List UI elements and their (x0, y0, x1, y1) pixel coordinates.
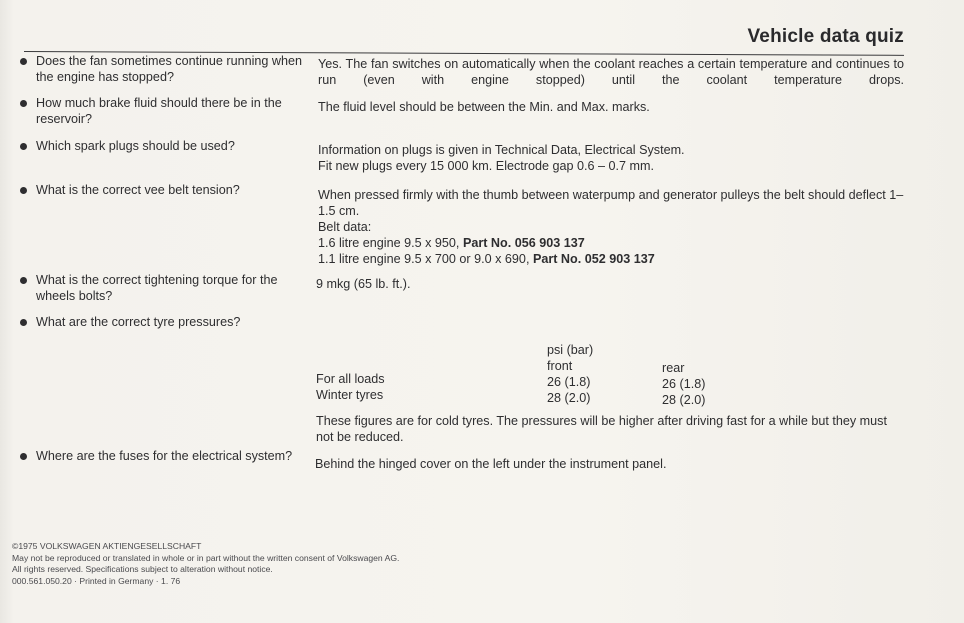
tyre-rear-value: 28 (2.0) (662, 393, 706, 407)
tyre-rear-value: 26 (1.8) (662, 377, 706, 391)
tyre-note: These figures are for cold tyres. The pressures will be higher after driving fast for a while but they must not be reduced. (316, 414, 887, 444)
copyright-line: All rights reserved. Specifications subject to alteration without notice. (12, 564, 273, 574)
question-wheel-torque (20, 272, 305, 304)
answer-fuses: Behind the hinged cover on the left under the instrument panel. (315, 457, 667, 471)
question-text: What is the correct tightening torque for the wheels bolts? (36, 273, 278, 303)
question-text: How much brake fluid should there be in the reservoir? (36, 96, 282, 126)
belt-data-row (318, 235, 904, 251)
tyre-col-front: front (547, 359, 573, 373)
belt-data-heading: Belt data: (318, 220, 372, 234)
answer-spark-plugs (318, 142, 904, 174)
belt-data-row (318, 251, 904, 267)
question-fuses (20, 448, 305, 464)
question-brake-fluid (20, 95, 305, 127)
answer-wheel-torque: 9 mkg (65 lb. ft.). (316, 277, 411, 291)
question-text: Does the fan sometimes continue running when the engine has stopped? (36, 54, 303, 84)
answer-brake-fluid: The fluid level should be between the Min. and Max. marks. (318, 100, 650, 114)
tyre-unit-header: psi (bar) (547, 343, 594, 357)
bullet-icon (20, 58, 27, 65)
answer-vee-belt (318, 187, 904, 267)
copyright-footer (12, 541, 399, 587)
belt-spec: 1.6 litre engine 9.5 x 950, (318, 236, 463, 250)
answer-fan: Yes. The fan switches on automatically when the coolant reaches a certain temperature and continues to run (even with engine stopped) until the coolant temperature drops. (318, 57, 904, 87)
question-text: Where are the fuses for the electrical system? (36, 449, 293, 463)
answer-line: Fit new plugs every 15 000 km. Electrode gap 0.6 – 0.7 mm. (318, 159, 655, 173)
question-text: Which spark plugs should be used? (36, 139, 235, 153)
bullet-icon (20, 187, 27, 194)
copyright-line: May not be reproduced or translated in whole or in part without the written consent of Volkswagen AG. (12, 552, 400, 563)
answer-line: When pressed firmly with the thumb between waterpump and generator pulleys the belt should deflect 1–1.5 cm. (318, 188, 904, 218)
bullet-icon (20, 277, 27, 284)
copyright-line: ©1975 VOLKSWAGEN AKTIENGESELLSCHAFT (12, 541, 202, 551)
bullet-icon (20, 319, 27, 326)
bullet-icon (20, 100, 27, 107)
question-fan (20, 53, 305, 85)
tyre-row-label: Winter tyres (316, 388, 384, 402)
bullet-icon (20, 143, 27, 150)
belt-part-number: Part No. 056 903 137 (462, 236, 585, 250)
question-spark-plugs (20, 138, 305, 154)
question-tyre-pressures (20, 314, 305, 330)
question-vee-belt (20, 182, 305, 198)
belt-part-number: Part No. 052 903 137 (532, 252, 655, 266)
bullet-icon (20, 453, 27, 460)
belt-spec: 1.1 litre engine 9.5 x 700 or 9.0 x 690, (318, 252, 533, 266)
question-text: What are the correct tyre pressures? (36, 315, 241, 329)
answer-line: Information on plugs is given in Technical Data, Electrical System. (318, 143, 685, 157)
question-text: What is the correct vee belt tension? (36, 183, 240, 197)
tyre-front-value: 26 (1.8) (547, 375, 591, 389)
tyre-front-value: 28 (2.0) (547, 391, 591, 405)
print-code: 000.561.050.20 · Printed in Germany · 1. 76 (12, 575, 181, 586)
tyre-row-label: For all loads (316, 372, 385, 386)
tyre-col-rear: rear (662, 361, 685, 375)
page-title: Vehicle data quiz (747, 26, 904, 47)
